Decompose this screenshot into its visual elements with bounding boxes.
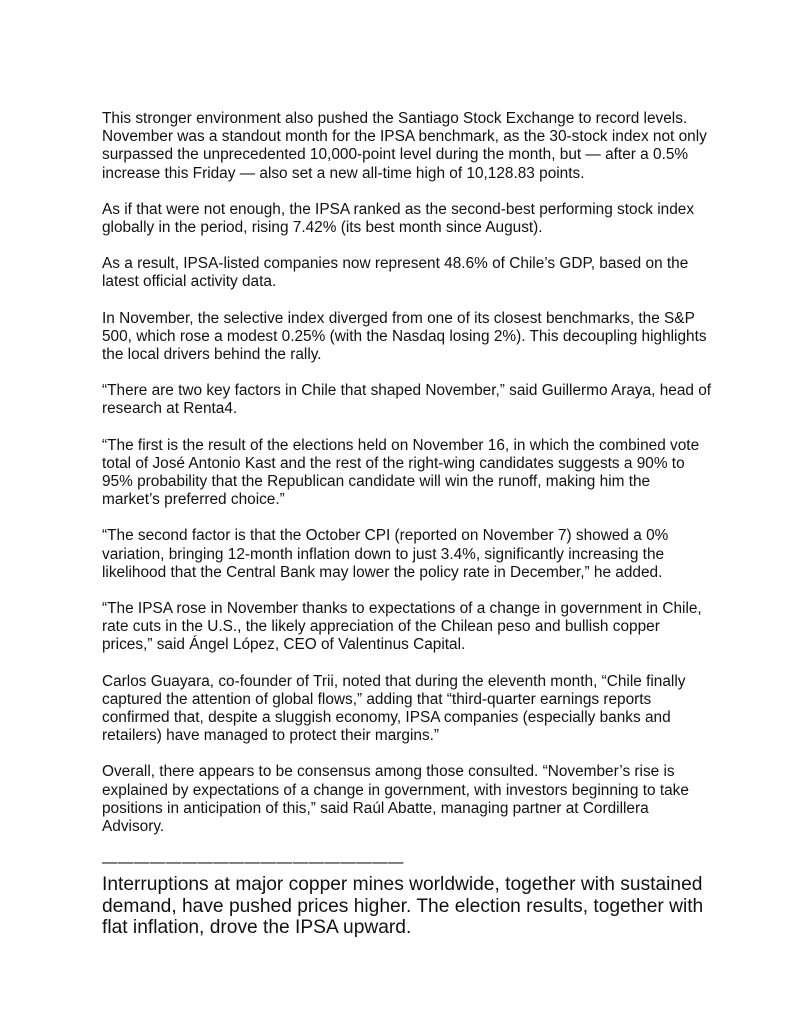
paragraph-gdp-share: As a result, IPSA-listed companies now represent 48.6% of Chile’s GDP, based on the latest official activity data. <box>102 255 689 291</box>
closing-summary: Interruptions at major copper mines worldwide, together with sustained demand, have pushed prices higher. The election results, together with flat inflation, drove the IPSA upward. <box>102 874 704 939</box>
paragraph-elections-factor: “The first is the result of the elections held on November 16, in which the combined vote total of José Antonio Kast and the rest of the right-wing candidates suggests a 90% to 95% probability that the Republican candidate will win the runoff, making him the market’s preferred choice.” <box>102 436 700 509</box>
paragraph-second-best-index: As if that were not enough, the IPSA ranked as the second-best performing stock index globally in the period, rising 7.42% (its best month since August). <box>102 200 695 237</box>
paragraph-sp500-decoupling: In November, the selective index diverged from one of its closest benchmarks, the S&P 500, which rose a modest 0.25% (with the Nasdaq losing 2%). This decoupling highlights the local drivers behind the rally. <box>102 309 707 364</box>
paragraph-abatte-quote: Overall, there appears to be consensus among those consulted. “November’s rise is explained by expectations of a change in government, with investors beginning to take positions in anticipation of this,” said Raúl Abatte, managing partner at Cordillera Advisory. <box>102 763 689 836</box>
paragraph-record-levels: This stronger environment also pushed the Santiago Stock Exchange to record levels. November was a standout month for the IPSA benchmark, as the 30-stock index not only surpassed the unprecedented 10,000-point level during the month, but — after a 0.5% increase this Friday — also set a new all-time high of 10,128.83 points. <box>102 110 707 182</box>
paragraph-guayara-quote: Carlos Guayara, co-founder of Trii, noted that during the eleventh month, “Chile finally captured the attention of global flows,” adding that “third-quarter earnings reports confirmed that, despite a sluggish economy, IPSA companies (especially banks and retailers) have managed to protect their margins.” <box>102 672 686 745</box>
paragraph-lopez-quote: “The IPSA rose in November thanks to expectations of a change in government in Chile, rate cuts in the U.S., the likely appreciation of the Chilean peso and bullish copper prices,” said Ángel López, CEO of Valentinus Capital. <box>102 600 702 654</box>
section-divider: ——————————————————— <box>102 854 404 872</box>
article-body <box>102 110 712 939</box>
paragraph-araya-quote: “There are two key factors in Chile that shaped November,” said Guillermo Araya, head of research at Renta4. <box>102 382 712 418</box>
paragraph-cpi-factor: “The second factor is that the October CPI (reported on November 7) showed a 0% variation, bringing 12-month inflation down to just 3.4%, significantly increasing the likelihood that the Central Bank may lower the policy rate in December,” he added. <box>102 527 669 581</box>
